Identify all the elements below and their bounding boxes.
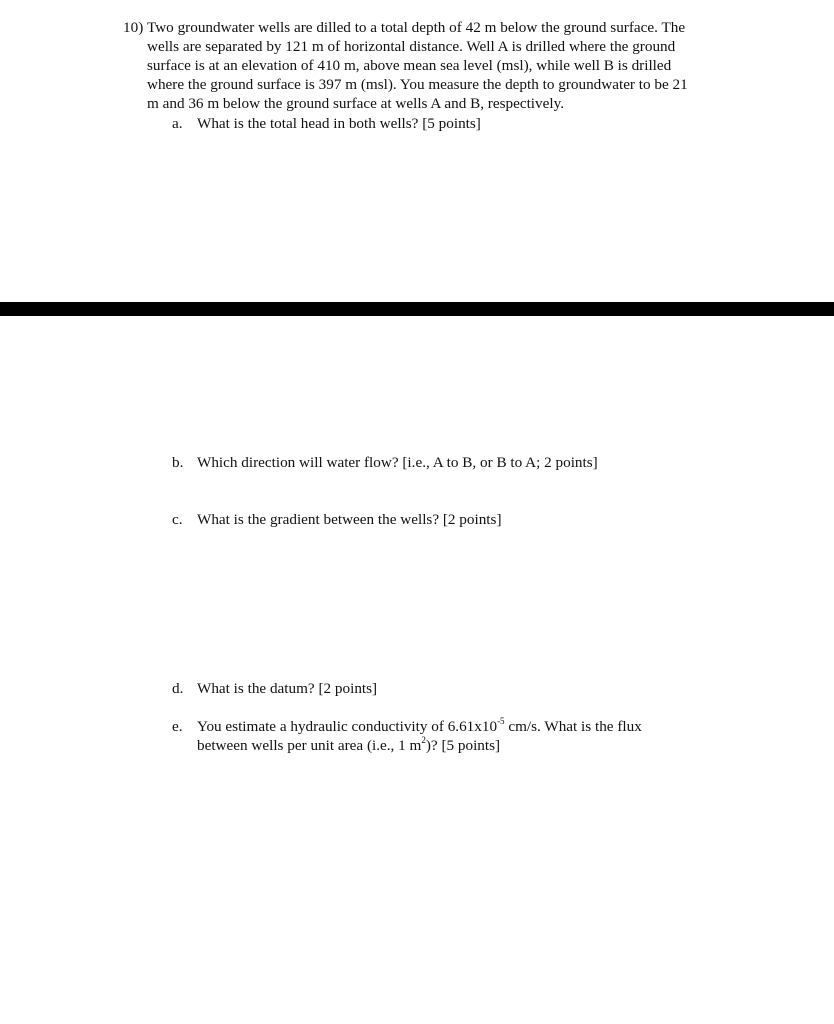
part-d-letter: d. [172,680,184,697]
part-e-unit-exponent: 2 [421,734,426,745]
question-text-line-1: Two groundwater wells are dilled to a total depth of 42 m below the ground surface. The [147,19,686,36]
part-e-line-2 [197,736,500,755]
part-e-line-2-end: )? [5 points] [425,737,501,754]
part-c-letter: c. [172,511,183,528]
question-text-line-4: where the ground surface is 397 m (msl). You measure the depth to groundwater to be 21 [147,76,688,93]
question-text-line-5: m and 36 m below the ground surface at wells A and B, respectively. [147,95,564,112]
part-e-line-1 [197,717,642,736]
page-divider [0,302,834,316]
part-e-exponent: -5 [497,715,505,726]
part-e-line-2-start: between wells per unit area (i.e., 1 m [197,737,422,754]
part-e-line-1-start: You estimate a hydraulic conductivity of 6.61x10 [197,718,498,735]
part-e-letter: e. [172,718,183,735]
part-a-text: What is the total head in both wells? [5 points] [197,115,481,132]
part-e-line-1-end: cm/s. What is the flux [504,718,642,735]
part-b-text: Which direction will water flow? [i.e., A to B, or B to A; 2 points] [197,454,598,471]
part-b-letter: b. [172,454,184,471]
part-c-text: What is the gradient between the wells? [2 points] [197,511,502,528]
question-text-line-3: surface is at an elevation of 410 m, above mean sea level (msl), while well B is drilled [147,57,672,74]
question-number: 10) [123,19,144,36]
question-text-line-2: wells are separated by 121 m of horizontal distance. Well A is drilled where the ground [147,38,676,55]
part-a-letter: a. [172,115,183,132]
part-d-text: What is the datum? [2 points] [197,680,378,697]
